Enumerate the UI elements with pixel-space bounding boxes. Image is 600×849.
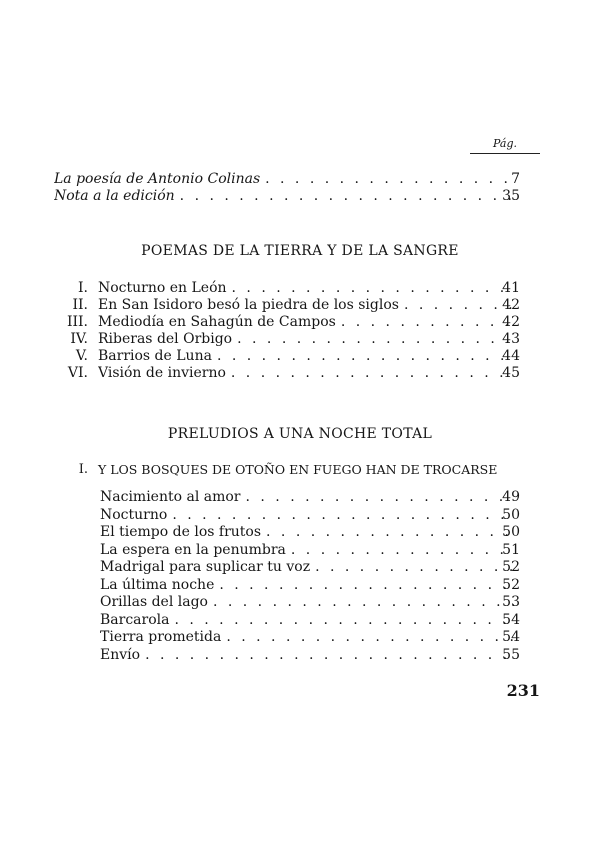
toc-entry (0, 296, 600, 314)
toc-entry-title: Visión de invierno (98, 365, 226, 381)
dot-leader (231, 364, 514, 382)
toc-entry-title: Envío (100, 647, 141, 663)
toc-entry (0, 170, 600, 188)
dot-leader (174, 611, 514, 629)
toc-entry-number: II. (72, 297, 88, 313)
toc-entry-line (98, 330, 514, 348)
toc-entry-page: 54 (502, 629, 520, 645)
dot-leader (145, 646, 514, 664)
toc-entry-title: Nacimiento al amor (100, 489, 241, 505)
toc-entry-number: I. (78, 280, 88, 296)
toc-entry-page: 35 (502, 188, 520, 204)
toc-entry-number: IV. (70, 331, 88, 347)
toc-entry (0, 506, 600, 524)
toc-entry-page: 42 (502, 297, 520, 313)
toc-entry-page: 41 (502, 280, 520, 296)
toc-entry (0, 593, 600, 611)
toc-entry-title: Barcarola (100, 612, 170, 628)
toc-entry-line (100, 523, 514, 541)
subsection-title: Y LOS BOSQUES DE OTOÑO EN FUEGO HAN DE TROCARSE (98, 462, 498, 477)
toc-entry-number: VI. (67, 365, 88, 381)
toc-entry (0, 558, 600, 576)
subsection-heading (0, 461, 600, 479)
toc-entry-number: III. (66, 314, 88, 330)
toc-entry-page: 7 (511, 171, 520, 187)
toc-entry-line (100, 558, 514, 576)
toc-entry (0, 330, 600, 348)
toc-entry (0, 628, 600, 646)
toc-entry (0, 347, 600, 365)
dot-leader (265, 170, 514, 188)
dot-leader (237, 330, 514, 348)
toc-entry (0, 313, 600, 331)
toc-entry-page: 54 (502, 612, 520, 628)
toc-entry (0, 523, 600, 541)
toc-entry-line (100, 593, 514, 611)
toc-entry-line (98, 313, 514, 331)
toc-entry-title: La espera en la penumbra (100, 542, 286, 558)
toc-entry-page: 50 (502, 524, 520, 540)
dot-leader (180, 187, 514, 205)
toc-entry-title: Nocturno (100, 507, 168, 523)
toc-entry-line (98, 296, 514, 314)
toc-entry (0, 488, 600, 506)
section-heading: PRELUDIOS A UNA NOCHE TOTAL (167, 426, 433, 442)
toc-entry-line (98, 364, 514, 382)
subsection-number: I. (78, 462, 88, 477)
toc-entry-page: 53 (502, 594, 520, 610)
toc-entry-line (100, 576, 514, 594)
toc-entry (0, 364, 600, 382)
toc-entry-title: En San Isidoro besó la piedra de los siglos (98, 297, 399, 313)
toc-entry-page: 51 (502, 542, 520, 558)
toc-entry-line (100, 611, 514, 629)
toc-entry-title: Mediodía en Sahagún de Campos (98, 314, 336, 330)
toc-entry-page: 49 (502, 489, 520, 505)
toc-entry (0, 611, 600, 629)
toc-entry (0, 646, 600, 664)
dot-leader (213, 593, 514, 611)
toc-entry-title: Riberas del Orbigo (98, 331, 233, 347)
toc-entry (0, 576, 600, 594)
toc-entry-title: Madrigal para suplicar tu voz (100, 559, 311, 575)
toc-entry (0, 187, 600, 205)
dot-leader (266, 523, 514, 541)
toc-entry-line (100, 541, 514, 559)
toc-entry (0, 541, 600, 559)
toc-entry-page: 52 (502, 559, 520, 575)
toc-entry-page: 50 (502, 507, 520, 523)
page-column-label: Pág. (492, 137, 517, 150)
toc-entry-line (54, 170, 514, 188)
toc-entry-number: V. (75, 348, 88, 364)
toc-entry-line (100, 488, 514, 506)
toc-entry-page: 42 (502, 314, 520, 330)
toc-entry-page: 52 (502, 577, 520, 593)
toc-entry-line (54, 187, 514, 205)
toc-entry-title: Orillas del lago (100, 594, 208, 610)
toc-entry-title: Nocturno en León (98, 280, 227, 296)
dot-leader (226, 628, 514, 646)
toc-entry-line (100, 646, 514, 664)
toc-entry-line (100, 628, 514, 646)
toc-entry (0, 279, 600, 297)
toc-entry-title: Tierra prometida (100, 629, 222, 645)
toc-entry-page: 44 (502, 348, 520, 364)
toc-entry-title: La poesía de Antonio Colinas (54, 171, 261, 187)
toc-entry-line (98, 347, 514, 365)
dot-leader (232, 279, 514, 297)
dot-leader (246, 488, 515, 506)
dot-leader (217, 347, 514, 365)
toc-entry-title: Nota a la edición (54, 188, 175, 204)
page-column-rule (470, 153, 540, 154)
toc-entry-title: El tiempo de los frutos (100, 524, 262, 540)
toc-entry-line (98, 279, 514, 297)
toc-entry-line (100, 506, 514, 524)
toc-entry-page: 55 (502, 647, 520, 663)
dot-leader (219, 576, 514, 594)
section-heading: POEMAS DE LA TIERRA Y DE LA SANGRE (141, 243, 459, 259)
toc-entry-title: Barrios de Luna (98, 348, 212, 364)
dot-leader (172, 506, 514, 524)
toc-entry-page: 45 (502, 365, 520, 381)
toc-entry-title: La última noche (100, 577, 215, 593)
toc-entry-page: 43 (502, 331, 520, 347)
page-number: 231 (506, 681, 540, 700)
